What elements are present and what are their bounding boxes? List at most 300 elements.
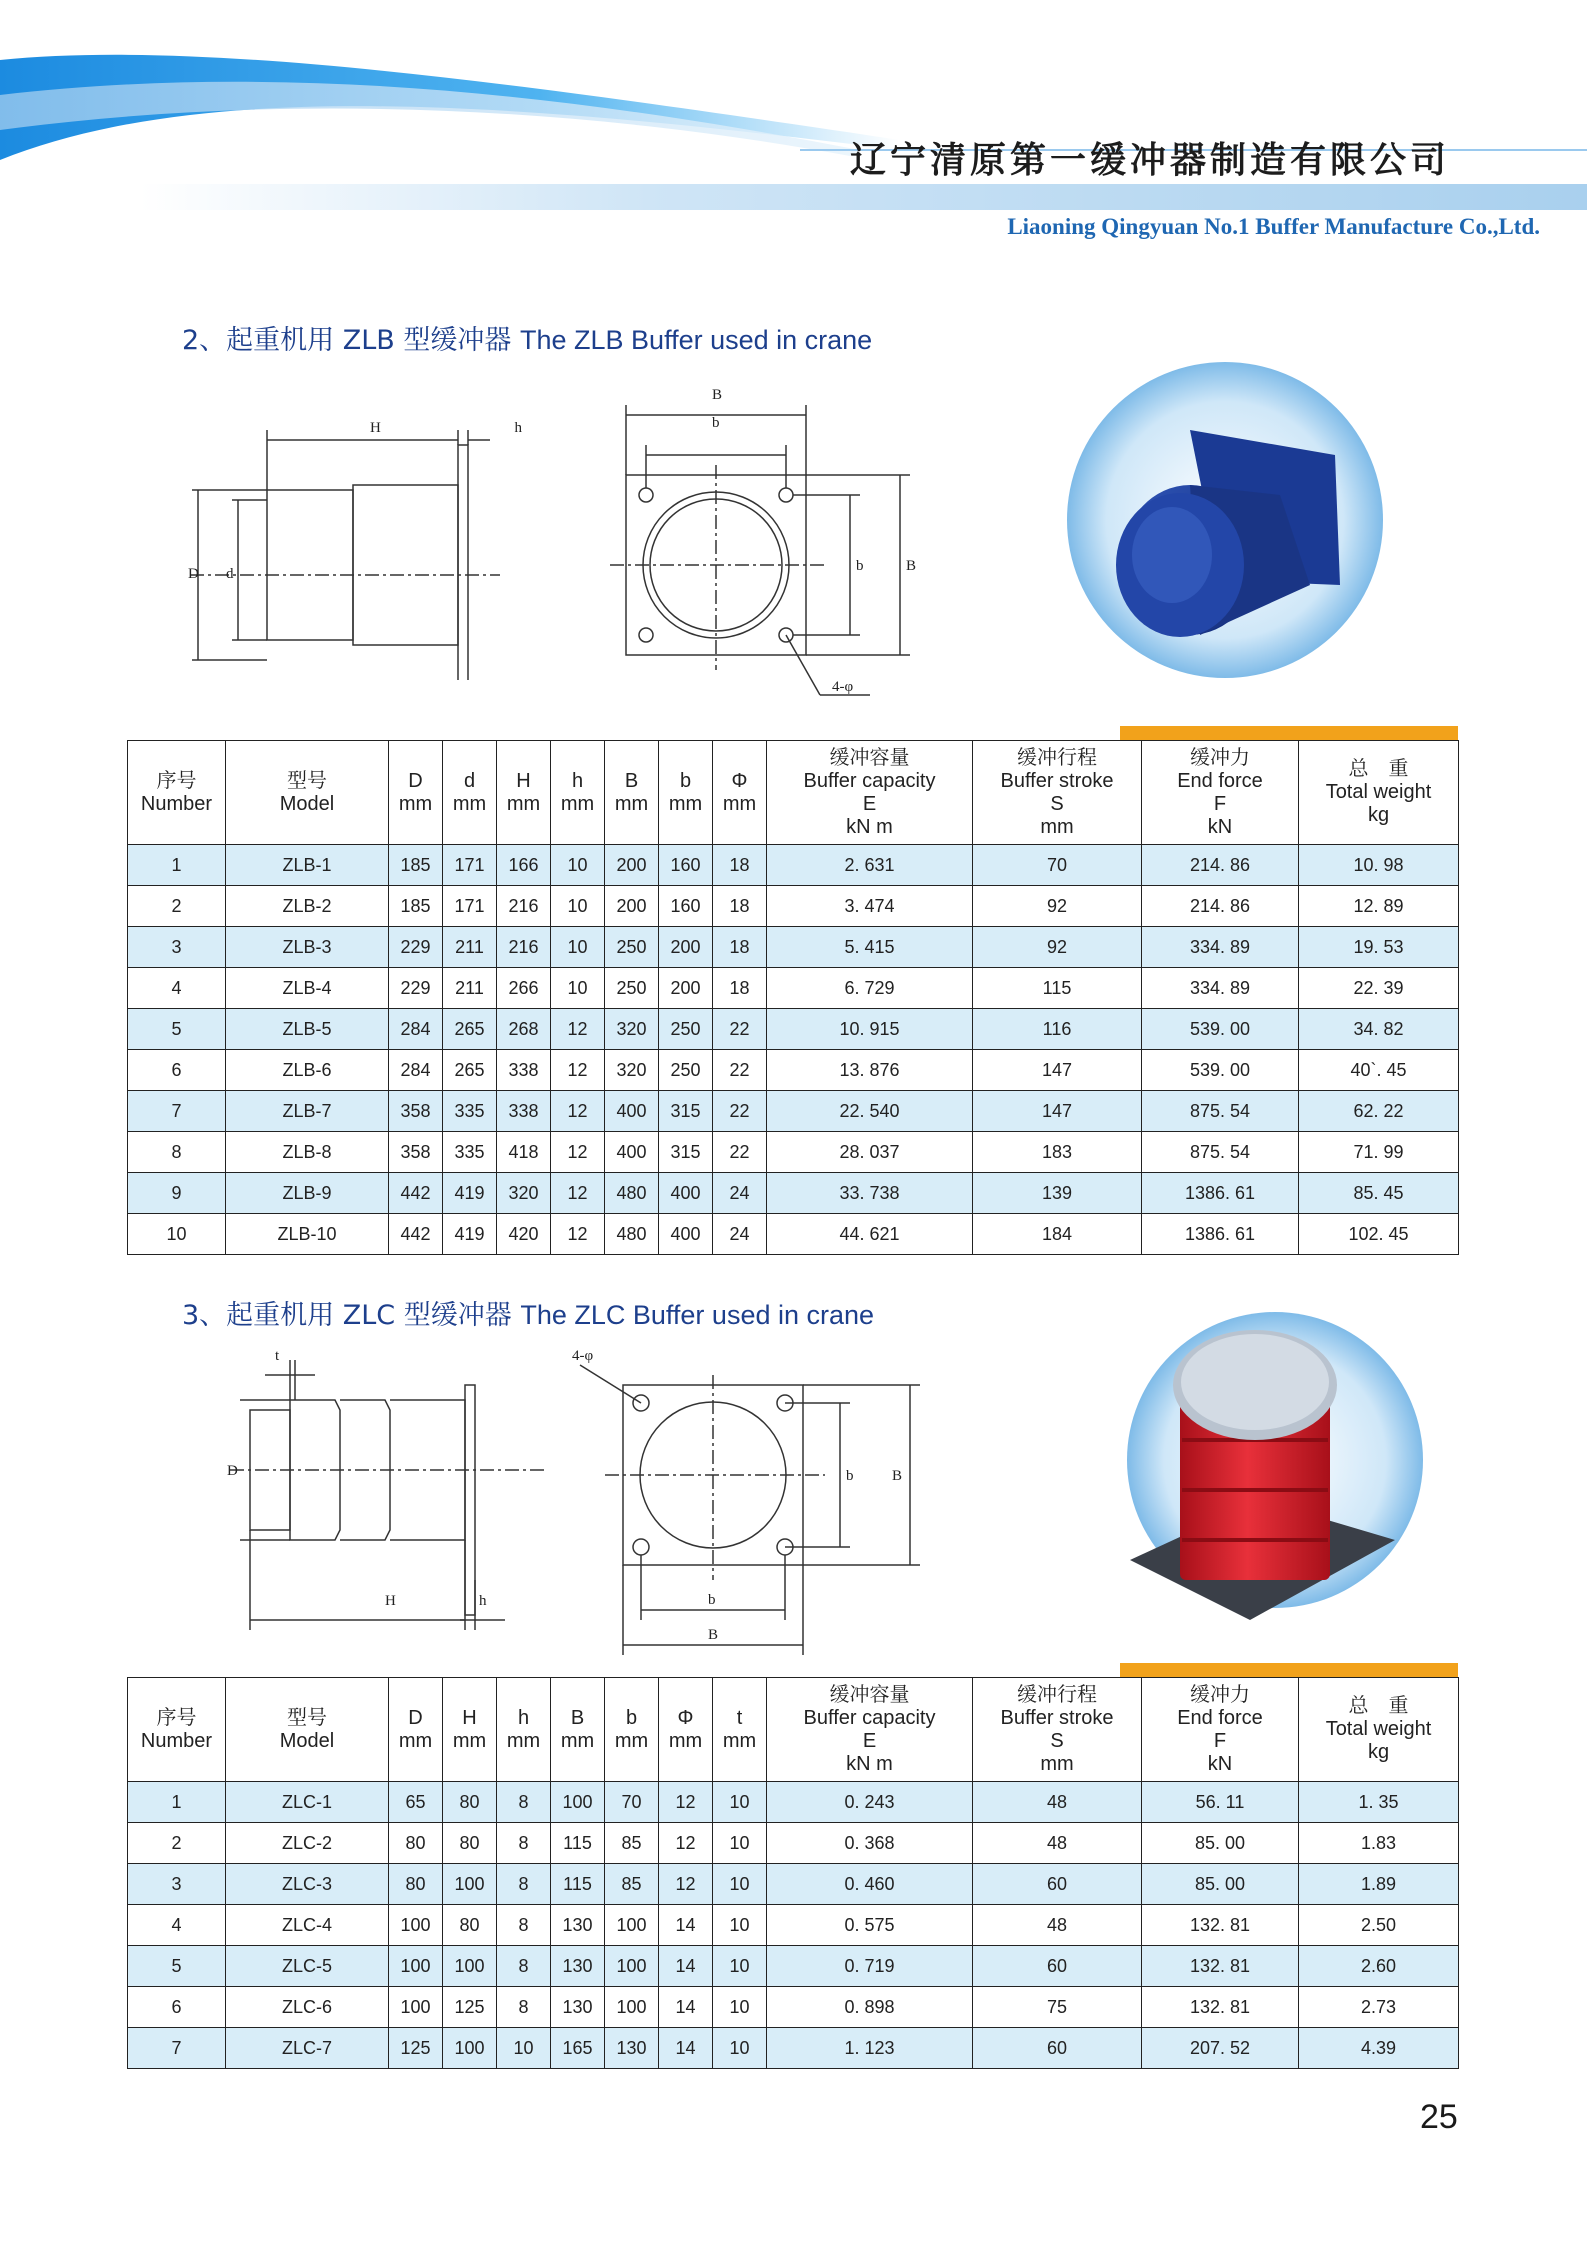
table-row <box>128 1009 1459 1050</box>
table-cell: 4 <box>128 968 226 1009</box>
zlb-dim-b-side: b <box>856 558 864 574</box>
table-cell: 2.60 <box>1299 1946 1459 1987</box>
zlc-spec-table <box>127 1677 1459 2069</box>
table-cell: 171 <box>443 886 497 927</box>
zlc-dim-B-side: B <box>892 1468 903 1484</box>
table-cell: 10 <box>713 1823 767 1864</box>
zlc-dim-hole: 4-φ <box>572 1348 594 1364</box>
table-row <box>128 2028 1459 2069</box>
zlb-dim-h: h <box>514 420 522 436</box>
table-cell: 100 <box>605 1905 659 1946</box>
table-cell: 875. 54 <box>1142 1132 1299 1173</box>
table-cell: 18 <box>713 968 767 1009</box>
table-cell: 62. 22 <box>1299 1091 1459 1132</box>
table-cell: 185 <box>389 845 443 886</box>
table-cell: 65 <box>389 1782 443 1823</box>
table-cell: 211 <box>443 968 497 1009</box>
table-cell: 102. 45 <box>1299 1214 1459 1255</box>
table-cell: 265 <box>443 1009 497 1050</box>
zlc-dim-H: H <box>385 1593 396 1609</box>
table-cell: 130 <box>551 1946 605 1987</box>
table-cell: 10 <box>713 1946 767 1987</box>
table-row <box>128 1050 1459 1091</box>
table-cell: 320 <box>497 1173 551 1214</box>
table-cell: 2.50 <box>1299 1905 1459 1946</box>
zlc-front-drawing <box>560 1340 930 1660</box>
table-cell: 400 <box>659 1214 713 1255</box>
zlb-col-weight: 总 重 Total weight kg <box>1299 741 1459 845</box>
table-cell: 5 <box>128 1946 226 1987</box>
table-cell: 80 <box>389 1864 443 1905</box>
table-cell: 56. 11 <box>1142 1782 1299 1823</box>
table-cell: 1386. 61 <box>1142 1173 1299 1214</box>
table-cell: 268 <box>497 1009 551 1050</box>
table-row <box>128 845 1459 886</box>
zlb-table-tab-accent <box>1120 726 1458 740</box>
table-cell: 200 <box>659 927 713 968</box>
table-cell: 358 <box>389 1091 443 1132</box>
table-cell: 12 <box>551 1214 605 1255</box>
table-cell: 0. 898 <box>767 1987 973 2028</box>
table-row <box>128 1214 1459 1255</box>
zlc-table-tab-accent <box>1120 1663 1458 1677</box>
table-cell: ZLB-9 <box>226 1173 389 1214</box>
table-cell: 139 <box>973 1173 1142 1214</box>
table-cell: 12 <box>659 1864 713 1905</box>
zlb-title-cn: 2、起重机用 ZLB 型缓冲器 <box>182 325 512 356</box>
table-cell: 338 <box>497 1050 551 1091</box>
table-cell: 130 <box>605 2028 659 2069</box>
table-cell: 10 <box>713 2028 767 2069</box>
table-cell: 418 <box>497 1132 551 1173</box>
table-cell: 48 <box>973 1905 1142 1946</box>
table-cell: ZLB-3 <box>226 927 389 968</box>
table-cell: 8 <box>497 1987 551 2028</box>
zlc-col-force: 缓冲力 End force F kN <box>1142 1678 1299 1782</box>
table-cell: 250 <box>605 927 659 968</box>
table-cell: 18 <box>713 927 767 968</box>
zlc-col-B: B mm <box>551 1678 605 1782</box>
table-cell: 2 <box>128 886 226 927</box>
table-cell: 40`. 45 <box>1299 1050 1459 1091</box>
table-row <box>128 1173 1459 1214</box>
zlc-col-model: 型号 Model <box>226 1678 389 1782</box>
table-cell: 4 <box>128 1905 226 1946</box>
table-cell: 10 <box>551 845 605 886</box>
table-cell: ZLB-4 <box>226 968 389 1009</box>
table-cell: 214. 86 <box>1142 845 1299 886</box>
table-cell: 200 <box>659 968 713 1009</box>
table-cell: 320 <box>605 1009 659 1050</box>
table-row <box>128 968 1459 1009</box>
table-cell: 130 <box>551 1905 605 1946</box>
table-cell: 10 <box>713 1987 767 2028</box>
table-cell: 320 <box>605 1050 659 1091</box>
table-cell: 100 <box>605 1946 659 1987</box>
table-cell: 229 <box>389 968 443 1009</box>
table-cell: 211 <box>443 927 497 968</box>
table-cell: ZLB-2 <box>226 886 389 927</box>
table-cell: 400 <box>659 1173 713 1214</box>
table-cell: 7 <box>128 1091 226 1132</box>
table-cell: 100 <box>443 1864 497 1905</box>
zlb-col-number: 序号 Number <box>128 741 226 845</box>
table-cell: 1. 35 <box>1299 1782 1459 1823</box>
table-cell: 100 <box>389 1905 443 1946</box>
zlc-dim-t: t <box>275 1348 280 1364</box>
table-cell: 184 <box>973 1214 1142 1255</box>
table-cell: 48 <box>973 1782 1142 1823</box>
table-cell: 18 <box>713 886 767 927</box>
table-cell: 22. 39 <box>1299 968 1459 1009</box>
table-cell: 1.83 <box>1299 1823 1459 1864</box>
table-cell: 7 <box>128 2028 226 2069</box>
table-cell: 10 <box>713 1782 767 1823</box>
table-cell: 100 <box>443 2028 497 2069</box>
zlb-product-photo <box>1050 335 1420 695</box>
table-cell: 48 <box>973 1823 1142 1864</box>
table-cell: 13. 876 <box>767 1050 973 1091</box>
table-cell: 12 <box>551 1132 605 1173</box>
table-cell: 200 <box>605 845 659 886</box>
table-cell: 22 <box>713 1050 767 1091</box>
zlc-product-photo <box>1110 1290 1450 1630</box>
zlc-col-phi: Φ mm <box>659 1678 713 1782</box>
table-cell: 5. 415 <box>767 927 973 968</box>
table-cell: 338 <box>497 1091 551 1132</box>
table-cell: 132. 81 <box>1142 1987 1299 2028</box>
table-cell: 539. 00 <box>1142 1009 1299 1050</box>
table-cell: 85 <box>605 1864 659 1905</box>
table-cell: 875. 54 <box>1142 1091 1299 1132</box>
table-cell: ZLC-3 <box>226 1864 389 1905</box>
table-cell: 334. 89 <box>1142 968 1299 1009</box>
table-cell: 10 <box>713 1864 767 1905</box>
table-cell: 125 <box>389 2028 443 2069</box>
table-cell: 33. 738 <box>767 1173 973 1214</box>
table-cell: ZLB-8 <box>226 1132 389 1173</box>
table-cell: 85. 00 <box>1142 1864 1299 1905</box>
table-cell: 480 <box>605 1214 659 1255</box>
table-cell: 85. 00 <box>1142 1823 1299 1864</box>
table-cell: 14 <box>659 1946 713 1987</box>
zlb-table-body <box>128 845 1459 1255</box>
table-cell: 10. 98 <box>1299 845 1459 886</box>
table-cell: 22 <box>713 1132 767 1173</box>
table-cell: 250 <box>605 968 659 1009</box>
table-cell: 420 <box>497 1214 551 1255</box>
table-cell: 147 <box>973 1050 1142 1091</box>
table-cell: ZLC-1 <box>226 1782 389 1823</box>
table-cell: 160 <box>659 845 713 886</box>
table-row <box>128 1091 1459 1132</box>
zlc-col-H: H mm <box>443 1678 497 1782</box>
table-cell: 5 <box>128 1009 226 1050</box>
table-cell: 100 <box>443 1946 497 1987</box>
table-cell: ZLB-7 <box>226 1091 389 1132</box>
table-cell: 28. 037 <box>767 1132 973 1173</box>
table-cell: 80 <box>443 1823 497 1864</box>
table-cell: 75 <box>973 1987 1142 2028</box>
table-cell: 0. 460 <box>767 1864 973 1905</box>
table-cell: 92 <box>973 927 1142 968</box>
table-cell: 132. 81 <box>1142 1946 1299 1987</box>
zlb-dim-d: d <box>226 566 234 582</box>
table-cell: 284 <box>389 1050 443 1091</box>
table-cell: ZLC-4 <box>226 1905 389 1946</box>
table-cell: 24 <box>713 1173 767 1214</box>
table-cell: 539. 00 <box>1142 1050 1299 1091</box>
table-cell: 14 <box>659 1987 713 2028</box>
table-cell: 165 <box>551 2028 605 2069</box>
zlc-col-number: 序号 Number <box>128 1678 226 1782</box>
table-cell: 8 <box>497 1782 551 1823</box>
table-cell: 12 <box>551 1050 605 1091</box>
table-cell: 400 <box>605 1091 659 1132</box>
table-cell: 70 <box>605 1782 659 1823</box>
table-cell: 8 <box>497 1864 551 1905</box>
table-cell: 4.39 <box>1299 2028 1459 2069</box>
table-cell: 185 <box>389 886 443 927</box>
table-cell: 100 <box>605 1987 659 2028</box>
table-cell: 171 <box>443 845 497 886</box>
table-cell: 214. 86 <box>1142 886 1299 927</box>
table-cell: 183 <box>973 1132 1142 1173</box>
table-cell: 315 <box>659 1091 713 1132</box>
zlc-header-row <box>128 1678 1459 1782</box>
table-cell: 216 <box>497 927 551 968</box>
table-cell: 10 <box>497 2028 551 2069</box>
table-cell: 216 <box>497 886 551 927</box>
zlc-table-body <box>128 1782 1459 2069</box>
table-row <box>128 1987 1459 2028</box>
table-cell: 12 <box>551 1173 605 1214</box>
zlb-dim-B-top: B <box>712 387 723 403</box>
table-cell: 14 <box>659 2028 713 2069</box>
table-cell: 147 <box>973 1091 1142 1132</box>
zlb-col-H: H mm <box>497 741 551 845</box>
table-cell: 115 <box>973 968 1142 1009</box>
header-swoosh <box>0 0 1587 220</box>
table-cell: 60 <box>973 1864 1142 1905</box>
table-cell: 419 <box>443 1214 497 1255</box>
table-cell: 115 <box>551 1823 605 1864</box>
table-cell: ZLC-2 <box>226 1823 389 1864</box>
table-cell: 1 <box>128 845 226 886</box>
zlb-col-h: h mm <box>551 741 605 845</box>
table-cell: 265 <box>443 1050 497 1091</box>
zlb-dim-D: D <box>188 566 199 582</box>
table-cell: 10 <box>551 927 605 968</box>
zlb-front-drawing <box>610 375 930 715</box>
table-cell: 166 <box>497 845 551 886</box>
table-row <box>128 927 1459 968</box>
table-cell: 10 <box>551 968 605 1009</box>
table-cell: 130 <box>551 1987 605 2028</box>
table-cell: 115 <box>551 1864 605 1905</box>
table-cell: 334. 89 <box>1142 927 1299 968</box>
table-cell: 0. 368 <box>767 1823 973 1864</box>
zlc-dim-h: h <box>479 1593 487 1609</box>
table-row <box>128 1946 1459 1987</box>
table-cell: 8 <box>128 1132 226 1173</box>
table-cell: 34. 82 <box>1299 1009 1459 1050</box>
table-cell: ZLC-6 <box>226 1987 389 2028</box>
table-cell: 2 <box>128 1823 226 1864</box>
table-cell: 80 <box>443 1905 497 1946</box>
table-cell: 250 <box>659 1009 713 1050</box>
table-cell: 125 <box>443 1987 497 2028</box>
zlc-dim-b-bottom: b <box>708 1592 716 1608</box>
table-cell: 22. 540 <box>767 1091 973 1132</box>
page-number: 25 <box>1420 2098 1458 2136</box>
table-cell: 12 <box>659 1823 713 1864</box>
table-cell: 18 <box>713 845 767 886</box>
table-cell: 160 <box>659 886 713 927</box>
zlb-dim-b-top: b <box>712 415 720 431</box>
table-cell: ZLB-6 <box>226 1050 389 1091</box>
table-cell: 442 <box>389 1214 443 1255</box>
table-cell: 1 <box>128 1782 226 1823</box>
table-row <box>128 886 1459 927</box>
table-cell: 442 <box>389 1173 443 1214</box>
zlc-col-stroke: 缓冲行程 Buffer stroke S mm <box>973 1678 1142 1782</box>
table-cell: 10 <box>713 1905 767 1946</box>
table-cell: 10 <box>551 886 605 927</box>
table-cell: 100 <box>389 1946 443 1987</box>
zlb-side-drawing <box>170 400 530 680</box>
zlc-section-title <box>182 1293 874 1332</box>
zlb-section-title <box>182 318 872 357</box>
zlc-col-t: t mm <box>713 1678 767 1782</box>
table-cell: ZLC-5 <box>226 1946 389 1987</box>
table-cell: 1. 123 <box>767 2028 973 2069</box>
zlb-col-B: B mm <box>605 741 659 845</box>
table-cell: 335 <box>443 1091 497 1132</box>
table-cell: 335 <box>443 1132 497 1173</box>
zlb-dim-H: H <box>370 420 381 436</box>
table-cell: 400 <box>605 1132 659 1173</box>
table-cell: 12 <box>551 1009 605 1050</box>
table-cell: 1386. 61 <box>1142 1214 1299 1255</box>
table-cell: 44. 621 <box>767 1214 973 1255</box>
zlb-col-D: D mm <box>389 741 443 845</box>
table-cell: 22 <box>713 1009 767 1050</box>
table-cell: 480 <box>605 1173 659 1214</box>
zlc-col-D: D mm <box>389 1678 443 1782</box>
table-cell: 229 <box>389 927 443 968</box>
zlb-col-capacity: 缓冲容量 Buffer capacity E kN m <box>767 741 973 845</box>
table-cell: ZLC-7 <box>226 2028 389 2069</box>
company-name-cn: 辽宁清原第一缓冲器制造有限公司 <box>850 139 1451 181</box>
zlc-col-weight: 总 重 Total weight kg <box>1299 1678 1459 1782</box>
zlb-col-d: d mm <box>443 741 497 845</box>
table-row <box>128 1905 1459 1946</box>
table-cell: 116 <box>973 1009 1142 1050</box>
table-row <box>128 1864 1459 1905</box>
table-cell: 80 <box>443 1782 497 1823</box>
zlb-col-model: 型号 Model <box>226 741 389 845</box>
table-cell: 10 <box>128 1214 226 1255</box>
table-cell: 12 <box>659 1782 713 1823</box>
table-cell: 100 <box>551 1782 605 1823</box>
table-cell: 266 <box>497 968 551 1009</box>
table-cell: 80 <box>389 1823 443 1864</box>
zlc-col-capacity: 缓冲容量 Buffer capacity E kN m <box>767 1678 973 1782</box>
table-cell: 12. 89 <box>1299 886 1459 927</box>
table-cell: 3 <box>128 927 226 968</box>
table-cell: 8 <box>497 1905 551 1946</box>
table-cell: 60 <box>973 1946 1142 1987</box>
table-cell: 100 <box>389 1987 443 2028</box>
table-cell: 8 <box>497 1823 551 1864</box>
zlb-title-en: The ZLB Buffer used in crane <box>520 325 873 355</box>
zlb-spec-table <box>127 740 1459 1255</box>
table-cell: 85. 45 <box>1299 1173 1459 1214</box>
table-cell: 200 <box>605 886 659 927</box>
zlc-title-cn: 3、起重机用 ZLC 型缓冲器 <box>182 1300 512 1331</box>
zlb-col-phi: Φ mm <box>713 741 767 845</box>
table-row <box>128 1132 1459 1173</box>
zlc-col-h: h mm <box>497 1678 551 1782</box>
table-cell: 14 <box>659 1905 713 1946</box>
table-cell: 6. 729 <box>767 968 973 1009</box>
table-cell: 19. 53 <box>1299 927 1459 968</box>
table-cell: 132. 81 <box>1142 1905 1299 1946</box>
table-cell: 70 <box>973 845 1142 886</box>
zlc-dim-D: D <box>227 1463 238 1479</box>
table-cell: 419 <box>443 1173 497 1214</box>
zlc-title-en: The ZLC Buffer used in crane <box>520 1300 875 1330</box>
table-cell: 24 <box>713 1214 767 1255</box>
table-cell: 12 <box>551 1091 605 1132</box>
table-cell: 2.73 <box>1299 1987 1459 2028</box>
table-cell: 2. 631 <box>767 845 973 886</box>
table-cell: ZLB-10 <box>226 1214 389 1255</box>
table-cell: 6 <box>128 1987 226 2028</box>
table-cell: 71. 99 <box>1299 1132 1459 1173</box>
table-cell: 22 <box>713 1091 767 1132</box>
table-cell: 92 <box>973 886 1142 927</box>
table-cell: 10. 915 <box>767 1009 973 1050</box>
table-cell: 85 <box>605 1823 659 1864</box>
table-row <box>128 1782 1459 1823</box>
zlb-col-force: 缓冲力 End force F kN <box>1142 741 1299 845</box>
table-cell: 284 <box>389 1009 443 1050</box>
table-cell: 358 <box>389 1132 443 1173</box>
table-cell: 0. 575 <box>767 1905 973 1946</box>
zlb-dim-B-side: B <box>906 558 917 574</box>
table-cell: 60 <box>973 2028 1142 2069</box>
table-cell: ZLB-5 <box>226 1009 389 1050</box>
table-cell: 6 <box>128 1050 226 1091</box>
zlb-dim-hole: 4-φ <box>832 679 854 695</box>
zlb-header-row <box>128 741 1459 845</box>
zlc-dim-B-bottom: B <box>708 1627 719 1643</box>
zlc-side-drawing <box>215 1340 555 1640</box>
zlc-col-b: b mm <box>605 1678 659 1782</box>
table-cell: ZLB-1 <box>226 845 389 886</box>
company-name-en: Liaoning Qingyuan No.1 Buffer Manufacture Co.,Ltd. <box>1007 214 1540 239</box>
table-cell: 207. 52 <box>1142 2028 1299 2069</box>
table-cell: 9 <box>128 1173 226 1214</box>
table-cell: 0. 719 <box>767 1946 973 1987</box>
table-cell: 8 <box>497 1946 551 1987</box>
table-cell: 0. 243 <box>767 1782 973 1823</box>
table-cell: 3. 474 <box>767 886 973 927</box>
table-cell: 3 <box>128 1864 226 1905</box>
table-cell: 1.89 <box>1299 1864 1459 1905</box>
